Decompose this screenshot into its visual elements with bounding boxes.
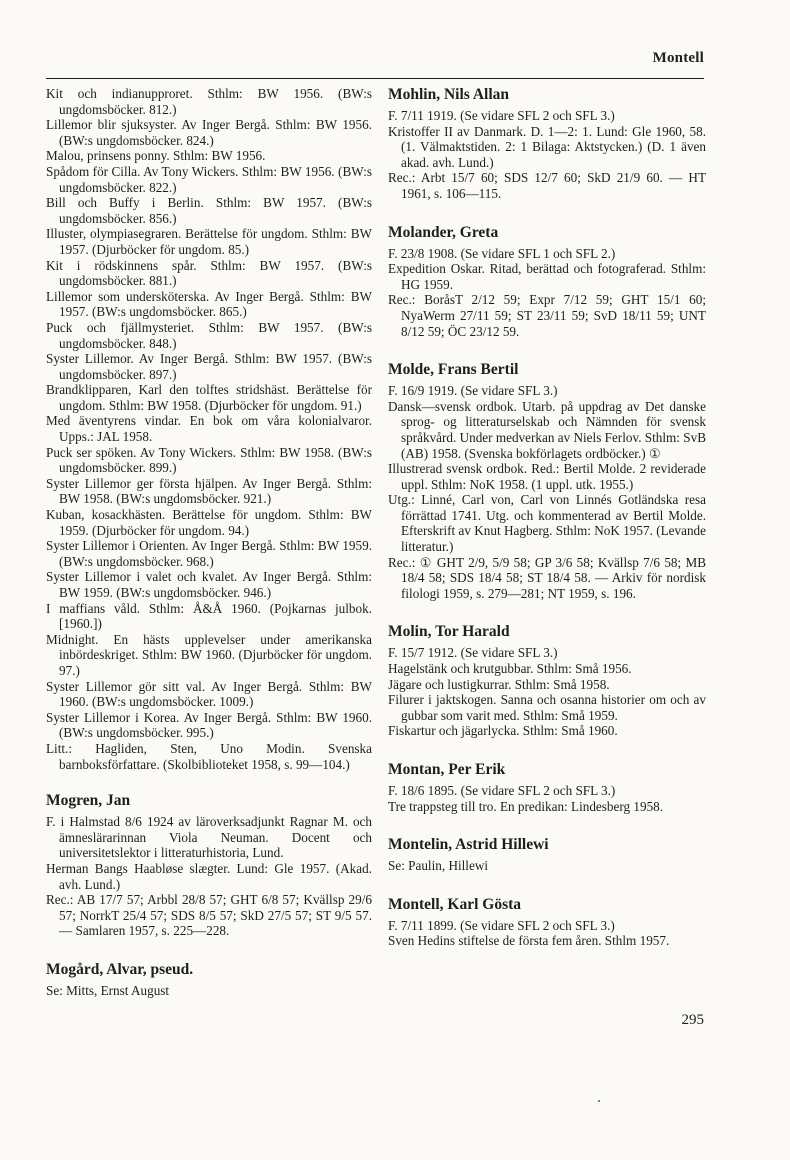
bibliography-item: Hagelstänk och krutgubbar. Sthlm: Små 1956. xyxy=(388,661,632,677)
biography-line: F. 15/7 1912. (Se vidare SFL 3.) xyxy=(388,645,558,661)
bibliography-item: I maffians våld. Sthlm: Å&Å 1960. (Pojkarnas julbok. [1960.]) xyxy=(46,600,372,632)
entry-montelin xyxy=(388,836,706,874)
bibliography-item: Spådom för Cilla. Av Tony Wickers. Sthlm: BW 1956. (BW:s ungdomsböcker. 822.) xyxy=(46,163,372,195)
running-head: Montell xyxy=(652,50,704,66)
entry-molander xyxy=(388,224,706,340)
entry-heading: Montan, Per Erik xyxy=(388,761,506,778)
bibliography-item: Med äventyrens vindar. En bok om våra kolonialvaror. Upps.: JAL 1958. xyxy=(46,413,372,445)
bibliography-item: Syster Lillemor gör sitt val. Av Inger Bergå. Sthlm: BW 1960. (BW:s ungdomsböcker. 1009.) xyxy=(46,678,372,710)
entry-heading: Mogård, Alvar, pseud. xyxy=(46,960,194,978)
bibliography-item: Syster Lillemor ger första hjälpen. Av Inger Bergå. Sthlm: BW 1958. (BW:s ungdomsböcker. 921.) xyxy=(46,475,372,507)
left-column xyxy=(46,86,372,998)
entry-heading: Montelin, Astrid Hillewi xyxy=(388,836,549,854)
entry-heading: Mohlin, Nils Allan xyxy=(388,86,510,103)
entry-heading: Molde, Frans Bertil xyxy=(388,361,519,379)
biography-line: F. 16/9 1919. (Se vidare SFL 3.) xyxy=(388,383,558,399)
bibliography-item: Fiskartur och jägarlycka. Sthlm: Små 1960. xyxy=(388,723,618,739)
bibliography-item: Jägare och lustigkurrar. Sthlm: Små 1958. xyxy=(388,676,610,692)
biography-line: F. 23/8 1908. (Se vidare SFL 1 och SFL 2.) xyxy=(388,245,616,261)
paper-speck xyxy=(598,1100,600,1102)
entry-mogren xyxy=(46,792,372,939)
entry-heading: Molander, Greta xyxy=(388,223,499,241)
bibliography-item: Kit och indianupproret. Sthlm: BW 1956. (BW:s ungdomsböcker. 812.) xyxy=(46,86,372,117)
bibliography-item: Puck och fjällmysteriet. Sthlm: BW 1957. (BW:s ungdomsböcker. 848.) xyxy=(46,319,372,351)
bibliography-item: Illustrerad svensk ordbok. Red.: Bertil Molde. 2 reviderade uppl. Sthlm: NoK 1958. (1 uppl. utk. 1955.) xyxy=(388,461,706,492)
entry-montell xyxy=(388,896,706,949)
entry-mohlin xyxy=(388,86,706,202)
biography-line: F. i Halmstad 8/6 1924 av läroverksadjunkt Ragnar M. och ämneslärarinnan Viola Neuman. Docent och universitetslektor i litteraturhistoria, Lund. xyxy=(46,814,372,861)
bibliography-item: Syster Lillemor i Korea. Av Inger Bergå. Sthlm: BW 1960. (BW:s ungdomsböcker. 995.) xyxy=(46,709,372,741)
review-list: Rec.: BoråsT 2/12 59; Expr 7/12 59; GHT 15/1 60; NyaWerm 27/11 59; ST 23/11 59; SvD 18/11 59; UNT 8/12 59; ÖC 23/12 59. xyxy=(388,292,706,339)
bibliography-item: Puck ser spöken. Av Tony Wickers. Sthlm: BW 1958. (BW:s ungdomsböcker. 899.) xyxy=(46,444,372,476)
bibliography-item: Syster Lillemor. Av Inger Bergå. Sthlm: BW 1957. (BW:s ungdomsböcker. 897.) xyxy=(46,351,372,382)
entry-mogard xyxy=(46,961,372,999)
bibliography-item: Herman Bangs Haabløse slægter. Lund: Gle 1957. (Akad. avh. Lund.) xyxy=(46,860,372,892)
entry-heading: Montell, Karl Gösta xyxy=(388,895,522,913)
cross-reference: Se: Mitts, Ernst August xyxy=(46,982,170,998)
biography-line: F. 7/11 1899. (Se vidare SFL 2 och SFL 3.) xyxy=(388,917,615,933)
bibliography-item: Dansk—svensk ordbok. Utarb. på uppdrag av Det danske sprog- og litteraturselskab och Nämnden för svensk språkvård. Under medverkan av Niels Ferlov. Sthlm: SvB (AB) 1958. (Svenska bokförlagets ordböcker.) ① xyxy=(388,398,706,461)
bibliography-item: Kristoffer II av Danmark. D. 1—2: 1. Lund: Gle 1960, 58. (1. Välmaktstiden. 2: 1 Bilaga: Aktstycken.) (D. 1 även akad. avh. Lund.) xyxy=(388,123,706,170)
literature-note: Litt.: Hagliden, Sten, Uno Modin. Svenska barnboksförfattare. (Skolbiblioteket 1958, s. 99—104.) xyxy=(46,740,372,772)
bibliography-item: Syster Lillemor i valet och kvalet. Av Inger Bergå. Sthlm: BW 1959. (BW:s ungdomsböcker. 946.) xyxy=(46,569,372,600)
bibliography-item: Lillemor som undersköterska. Av Inger Bergå. Sthlm: BW 1957. (BW:s ungdomsböcker. 865.) xyxy=(46,288,372,320)
bibliography-item: Tre trappsteg till tro. En predikan: Lindesberg 1958. xyxy=(388,798,664,814)
bibliography-item: Midnight. En hästs upplevelser under amerikanska inbördeskriget. Sthlm: BW 1960. (Djurböcker för ungdom. 97.) xyxy=(46,631,372,678)
entry-montan xyxy=(388,761,706,814)
bibliography-item: Kit i rödskinnens spår. Sthlm: BW 1957. (BW:s ungdomsböcker. 881.) xyxy=(46,257,372,289)
review-list: Rec.: Arbt 15/7 60; SDS 12/7 60; SkD 21/9 60. — HT 1961, s. 106—115. xyxy=(388,170,706,201)
review-list: Rec.: AB 17/7 57; Arbbl 28/8 57; GHT 6/8 57; Kvällsp 29/6 57; NorrkT 25/4 57; SDS 8/5 57; SkD 27/5 57; ST 9/5 57. — Samlaren 1957, s. 225—228. xyxy=(46,892,372,939)
bibliography-item: Syster Lillemor i Orienten. Av Inger Bergå. Sthlm: BW 1959. (BW:s ungdomsböcker. 968.) xyxy=(46,538,372,569)
bibliography-item: Sven Hedins stiftelse de första fem åren. Sthlm 1957. xyxy=(388,933,670,949)
biography-line: F. 7/11 1919. (Se vidare SFL 2 och SFL 3.) xyxy=(388,108,615,123)
header-rule xyxy=(46,78,704,79)
bibliography-item: Brandklipparen, Karl den tolftes stridshäst. Berättelse för ungdom. Sthlm: BW 1958. (Djurböcker för ungdom. 91.) xyxy=(46,382,372,413)
editor-note: Utg.: Linné, Carl von, Carl von Linnés Gotländska resa förrättad 1741. Utg. och kommenterad av Bertil Molde. Efterskrift av Knut Hagberg. Sthlm: NoK 1957. (Levande litteratur.) xyxy=(388,492,706,555)
page-number: 295 xyxy=(681,1012,704,1028)
bibliography-item: Expedition Oskar. Ritad, berättad och fotograferad. Sthlm: HG 1959. xyxy=(388,261,706,292)
review-list: Rec.: ① GHT 2/9, 5/9 58; GP 3/6 58; Kvällsp 7/6 58; MB 18/4 58; SDS 18/4 58; ST 18/4 58. — Arkiv för nordisk filologi 1959, s. 279—281; NT 1959, s. 196. xyxy=(388,554,706,601)
right-column xyxy=(388,86,706,949)
entry-molde xyxy=(388,361,706,601)
bibliography-item: Kuban, kosackhästen. Berättelse för ungdom. Sthlm: BW 1959. (Djurböcker för ungdom. 94.) xyxy=(46,507,372,538)
bibliography-item: Malou, prinsens ponny. Sthlm: BW 1956. xyxy=(46,148,266,164)
cross-reference: Se: Paulin, Hillewi xyxy=(388,858,489,874)
bibliography-item: Filurer i jaktskogen. Sanna och osanna historier om och av gubbar som varit med. Sthlm: Små 1959. xyxy=(388,692,706,723)
bibliography-item: Lillemor blir sjuksyster. Av Inger Bergå. Sthlm: BW 1956. (BW:s ungdomsböcker. 824.) xyxy=(46,117,372,148)
bibliography-item: Illuster, olympiasegraren. Berättelse för ungdom. Sthlm: BW 1957. (Djurböcker för ungdom. 85.) xyxy=(46,226,372,257)
entry-molin xyxy=(388,623,706,739)
bibliography-item: Bill och Buffy i Berlin. Sthlm: BW 1957. (BW:s ungdomsböcker. 856.) xyxy=(46,195,372,226)
continued-entry xyxy=(46,86,372,772)
entry-heading: Mogren, Jan xyxy=(46,792,131,810)
biography-line: F. 18/6 1895. (Se vidare SFL 2 och SFL 3.) xyxy=(388,783,616,798)
entry-heading: Molin, Tor Harald xyxy=(388,623,510,641)
